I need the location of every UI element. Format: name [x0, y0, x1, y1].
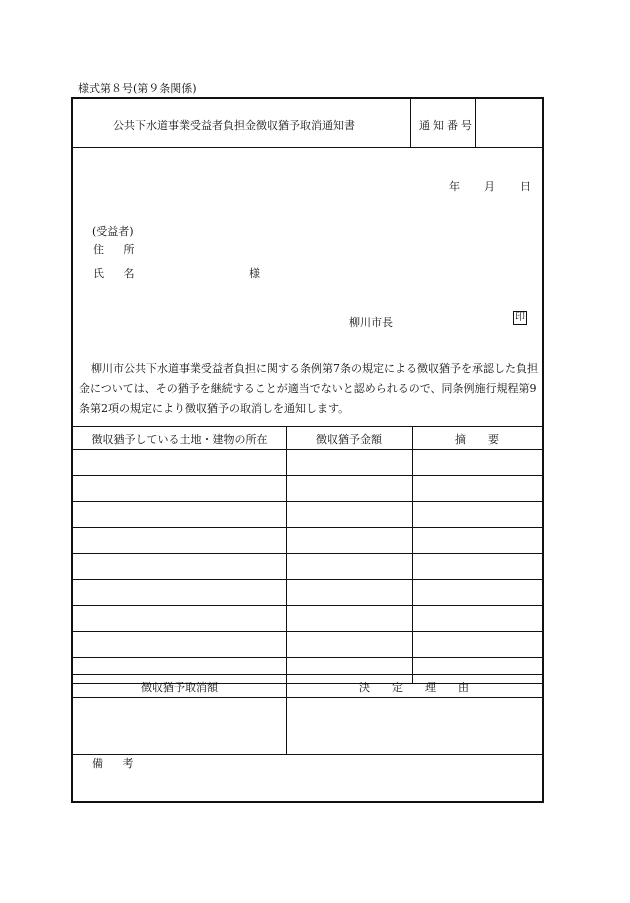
decision-reason-field[interactable] — [286, 698, 542, 754]
table-row — [73, 554, 542, 580]
form-title: 公共下水道事業受益者負担金徴収猶予取消通知書 — [113, 119, 355, 132]
table-row — [73, 502, 542, 528]
cancellation-header-row — [73, 674, 542, 698]
table-header-row — [73, 427, 542, 450]
deferral-table — [73, 426, 542, 684]
summary-cell[interactable] — [412, 528, 542, 553]
cancellation-amount-header: 徴収猶予取消額 — [141, 681, 218, 694]
table-row — [73, 580, 542, 606]
date-year: 年 — [449, 180, 460, 193]
summary-cell[interactable] — [412, 450, 542, 475]
recipient-name-label: 氏 名 — [93, 267, 143, 280]
amount-cell[interactable] — [286, 476, 413, 501]
decision-reason-header: 決 定 理 由 — [359, 681, 469, 694]
amount-cell[interactable] — [286, 554, 413, 579]
recipient-address-label: 住 所 — [93, 243, 143, 256]
recipient-honorific: 様 — [249, 267, 260, 280]
summary-cell[interactable] — [412, 554, 542, 579]
recipient-heading: (受益者) — [92, 225, 134, 238]
location-cell[interactable] — [73, 450, 287, 475]
amount-cell[interactable] — [286, 606, 413, 631]
form-label: 様式第８号(第９条関係) — [78, 82, 197, 95]
table-row — [73, 476, 542, 502]
notice-body-text: 柳川市公共下水道事業受益者負担に関する条例第7条の規定による徴収猶予を承認した負担金については、その猶予を継続することが適当でないと認められるので、同条例施行規程第9条第2項の規定により徴収猶予の取消しを通知します。 — [79, 362, 538, 415]
location-cell[interactable] — [73, 606, 287, 631]
date-month: 月 — [484, 180, 495, 193]
mayor-title: 柳川市長 — [349, 316, 393, 329]
summary-cell[interactable] — [412, 502, 542, 527]
cancellation-amount-field[interactable] — [73, 698, 287, 754]
table-row — [73, 606, 542, 632]
summary-cell[interactable] — [412, 606, 542, 631]
amount-cell[interactable] — [286, 450, 413, 475]
seal-mark: 印 — [515, 312, 525, 323]
title-row — [73, 99, 542, 148]
location-cell[interactable] — [73, 580, 287, 605]
location-cell[interactable] — [73, 632, 287, 657]
table-header-amount: 徴収猶予金額 — [316, 433, 382, 446]
summary-cell[interactable] — [412, 632, 542, 657]
amount-cell[interactable] — [286, 580, 413, 605]
location-cell[interactable] — [73, 502, 287, 527]
summary-cell[interactable] — [412, 580, 542, 605]
table-header-location: 徴収猶予している土地・建物の所在 — [91, 433, 268, 446]
amount-cell[interactable] — [286, 632, 413, 657]
notice-number-label-cell — [410, 99, 476, 147]
location-cell[interactable] — [73, 554, 287, 579]
location-cell[interactable] — [73, 528, 287, 553]
table-row — [73, 632, 542, 658]
table-header-summary: 摘 要 — [455, 433, 499, 446]
table-row — [73, 450, 542, 476]
summary-cell[interactable] — [412, 476, 542, 501]
location-cell[interactable] — [73, 476, 287, 501]
notice-number-label: 通知番号 — [419, 119, 475, 132]
notice-number-field[interactable] — [475, 99, 542, 147]
date-day: 日 — [520, 180, 531, 193]
remarks-label: 備 考 — [92, 757, 142, 770]
cancellation-body-row — [73, 698, 542, 755]
amount-cell[interactable] — [286, 528, 413, 553]
cancellation-section — [73, 674, 542, 755]
amount-cell[interactable] — [286, 502, 413, 527]
table-row — [73, 528, 542, 554]
notice-form — [71, 97, 544, 803]
